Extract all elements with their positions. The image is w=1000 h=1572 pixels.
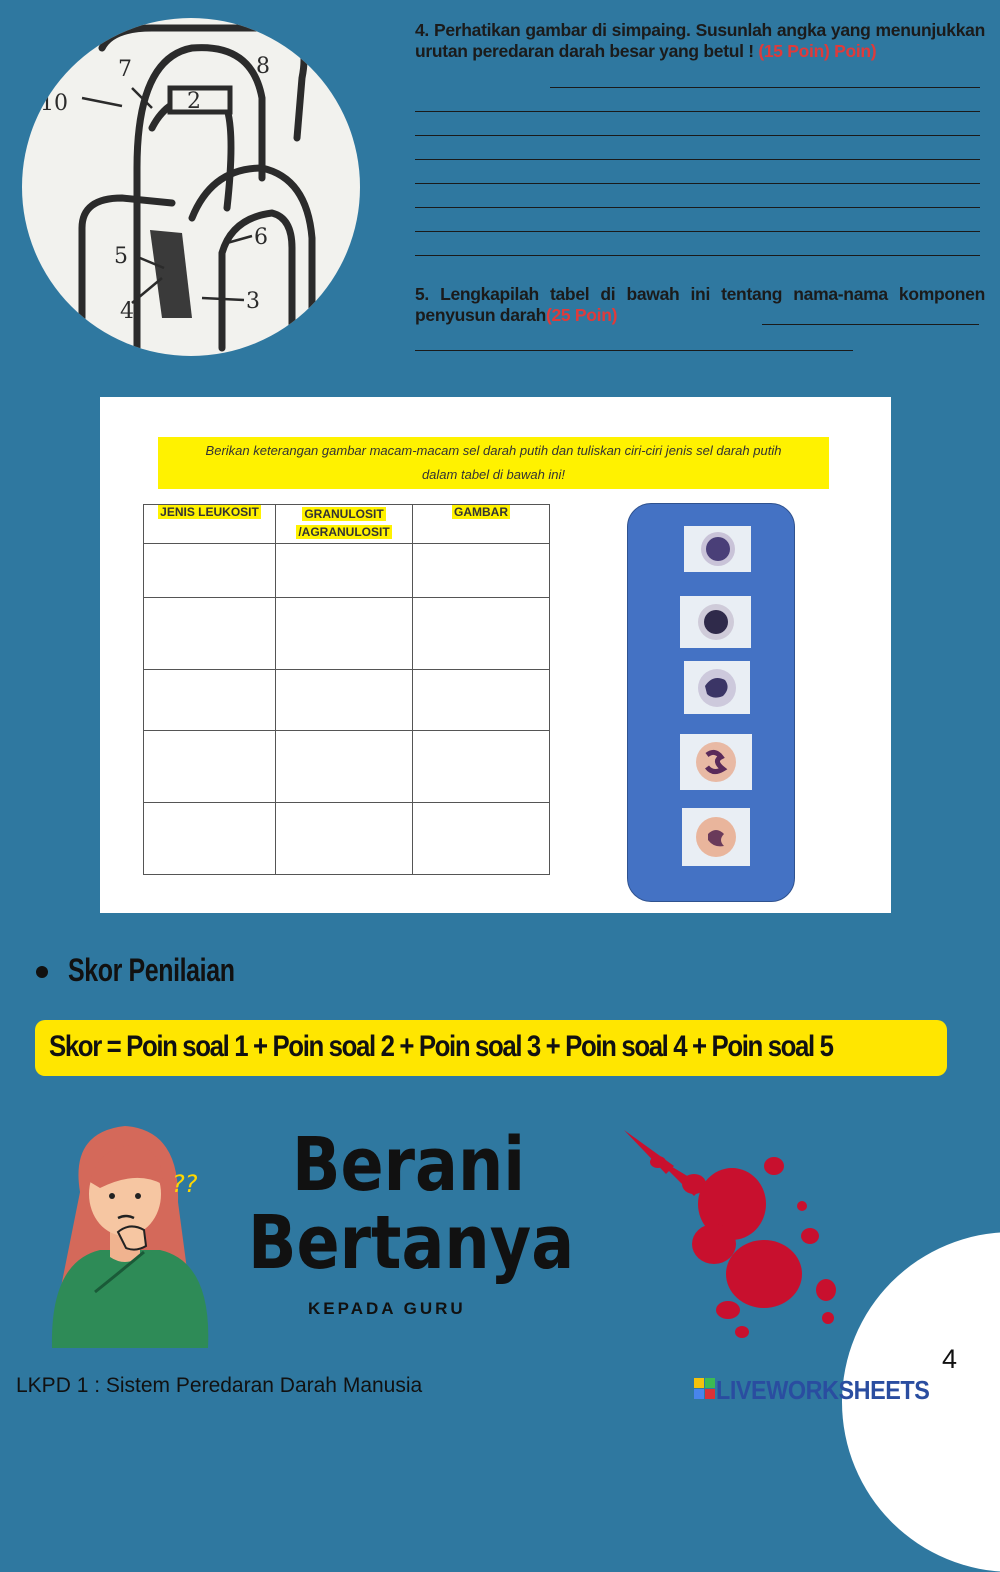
question-5 xyxy=(415,284,985,326)
answer-line[interactable] xyxy=(415,207,980,208)
brand-name[interactable]: LIVEWORKSHEETS xyxy=(716,1375,930,1405)
question-4 xyxy=(415,20,985,62)
question-marks: ?? xyxy=(172,1170,198,1198)
table-row xyxy=(144,803,550,875)
table-cell[interactable] xyxy=(144,731,276,803)
table-cell[interactable] xyxy=(144,598,276,670)
diagram-label-4: 4 xyxy=(120,299,134,324)
blood-splatter-icon xyxy=(614,1126,844,1346)
answer-line[interactable] xyxy=(415,350,853,351)
header-gambar: GAMBAR xyxy=(413,505,550,544)
answer-line[interactable] xyxy=(550,87,980,88)
instruction-line-1: Berikan keterangan gambar macam-macam sel darah putih dan tuliskan ciri-ciri jenis sel darah putih xyxy=(205,443,782,458)
leukocyte-image-5[interactable] xyxy=(682,808,750,866)
instruction-line-2: dalam tabel di bawah ini! xyxy=(421,467,566,482)
question-4-text: 4. Perhatikan gambar di simpaing. Susunlah angka yang menunjukkan urutan peredaran darah besar yang betul ! xyxy=(415,20,985,61)
question-5-points: (25 Poin) xyxy=(545,305,618,325)
diagram-label-10: 10 xyxy=(40,91,68,116)
answer-line[interactable] xyxy=(415,159,980,160)
table-cell[interactable] xyxy=(276,803,413,875)
score-heading: Skor Penilaian xyxy=(68,952,235,988)
leukocyte-image-3[interactable] xyxy=(684,661,750,714)
header-jenis-leukosit: JENIS LEUKOSIT xyxy=(144,505,276,544)
answer-line[interactable] xyxy=(415,255,980,256)
question-5-text: 5. Lengkapilah tabel di bawah ini tentang nama-nama komponen penyusun darah xyxy=(415,284,985,325)
table-row xyxy=(144,731,550,803)
table-cell[interactable] xyxy=(144,544,276,598)
heart-diagram-drawing xyxy=(22,18,360,356)
table-cell[interactable] xyxy=(413,803,550,875)
answer-line[interactable] xyxy=(415,111,980,112)
diagram-label-6: 6 xyxy=(254,225,268,250)
table-cell[interactable] xyxy=(144,670,276,731)
table-cell[interactable] xyxy=(276,731,413,803)
leukocyte-table xyxy=(143,504,550,875)
table-cell[interactable] xyxy=(144,803,276,875)
diagram-label-8: 8 xyxy=(256,54,270,79)
leukocyte-image-1[interactable] xyxy=(684,526,751,572)
answer-line[interactable] xyxy=(415,135,980,136)
thinking-girl-icon xyxy=(40,1122,220,1348)
table-row xyxy=(144,670,550,731)
instruction-banner xyxy=(158,437,829,489)
diagram-label-5: 5 xyxy=(114,244,128,269)
header-granulosit: GRANULOSIT /AGRANULOSIT xyxy=(276,505,413,544)
liveworksheets-logo-icon xyxy=(694,1378,716,1400)
leukocyte-image-4[interactable] xyxy=(680,734,752,790)
question-4-points: (15 Poin) Poin) xyxy=(758,41,877,61)
score-formula: Skor = Poin soal 1 + Poin soal 2 + Poin soal 3 + Poin soal 4 + Poin soal 5 xyxy=(49,1030,833,1063)
table-row xyxy=(144,544,550,598)
table-cell[interactable] xyxy=(276,598,413,670)
table-cell[interactable] xyxy=(276,670,413,731)
footer-title: LKPD 1 : Sistem Peredaran Darah Manusia xyxy=(16,1374,423,1397)
page-number: 4 xyxy=(942,1344,958,1374)
table-cell[interactable] xyxy=(413,670,550,731)
slogan-subtitle: KEPADA GURU xyxy=(308,1299,466,1318)
slogan-line-1: Berani xyxy=(292,1122,526,1208)
diagram-label-2: 2 xyxy=(187,89,201,114)
diagram-label-7: 7 xyxy=(118,57,132,82)
white-blood-cell-panel xyxy=(627,503,795,902)
answer-line[interactable] xyxy=(415,183,980,184)
table-cell[interactable] xyxy=(413,731,550,803)
worksheet-card xyxy=(100,397,891,913)
circulatory-diagram xyxy=(22,18,360,356)
table-row xyxy=(144,598,550,670)
answer-line[interactable] xyxy=(415,231,980,232)
diagram-label-3: 3 xyxy=(246,289,260,314)
score-formula-box xyxy=(35,1020,947,1076)
answer-line[interactable] xyxy=(762,324,979,325)
slogan-line-2: Bertanya xyxy=(248,1200,575,1286)
table-header-row xyxy=(144,505,550,544)
table-cell[interactable] xyxy=(276,544,413,598)
table-cell[interactable] xyxy=(413,544,550,598)
bullet-point xyxy=(36,966,48,978)
leukocyte-image-2[interactable] xyxy=(680,596,751,648)
table-cell[interactable] xyxy=(413,598,550,670)
